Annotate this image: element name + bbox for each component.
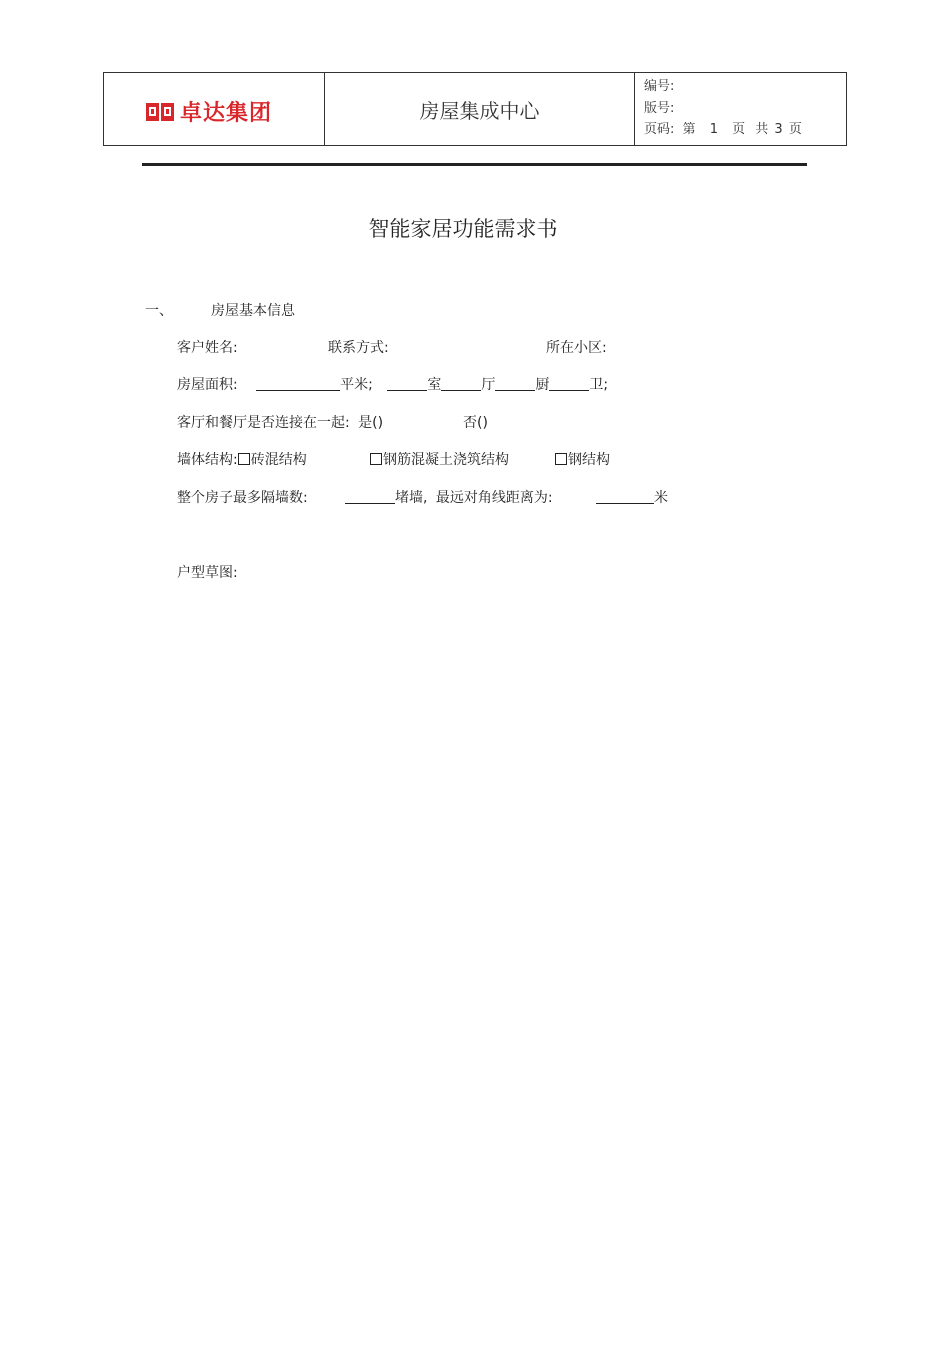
header-center-title: 房屋集成中心	[325, 73, 635, 145]
page-label: 页码:	[644, 122, 675, 137]
page-current: 1	[709, 122, 718, 137]
area-blank[interactable]	[256, 376, 340, 391]
header-table	[103, 72, 847, 146]
connected-no-option[interactable]: 否()	[463, 415, 488, 431]
wall-structure-label: 墙体结构:	[177, 452, 238, 468]
page-ye2: 页	[788, 122, 802, 137]
company-logo	[146, 96, 272, 127]
contact-label: 联系方式:	[328, 340, 389, 356]
hall-blank[interactable]	[441, 376, 481, 391]
room-unit: 室	[427, 377, 442, 393]
community-label: 所在小区:	[546, 340, 607, 356]
hall-unit: 厅	[481, 377, 496, 393]
customer-name-label: 客户姓名:	[177, 340, 238, 356]
room-blank[interactable]	[387, 376, 427, 391]
wall-unit: 堵墙,	[395, 490, 428, 506]
header-rule	[142, 163, 807, 166]
area-row	[177, 374, 608, 394]
page-gong: 共	[755, 122, 769, 137]
wall-opt3	[555, 449, 610, 469]
section-title: 房屋基本信息	[211, 303, 295, 319]
section-number: 一、	[145, 303, 173, 319]
connected-yes-option[interactable]: 是()	[358, 415, 384, 431]
wall-opt2	[370, 449, 509, 469]
header-meta-cell	[635, 73, 848, 145]
kitchen-unit: 厨	[535, 377, 550, 393]
area-label: 房屋面积:	[177, 377, 238, 393]
kitchen-blank[interactable]	[495, 376, 535, 391]
sketch-label: 户型草图:	[177, 565, 238, 581]
checkbox-steel[interactable]	[555, 453, 567, 465]
page-total: 3	[774, 122, 783, 137]
wall-opt3-label: 钢结构	[568, 452, 610, 468]
page-info	[644, 119, 848, 141]
header-logo-cell	[104, 73, 325, 145]
partition-label: 整个房子最多隔墙数:	[177, 490, 308, 506]
wall-structure-row	[177, 449, 307, 469]
wall-opt1-label: 砖混结构	[250, 452, 307, 468]
connected-question	[177, 412, 383, 432]
page-di: 第	[682, 122, 696, 137]
bath-unit: 卫;	[589, 377, 609, 393]
logo-mark-icon	[146, 101, 174, 123]
checkbox-brick-concrete[interactable]	[238, 453, 250, 465]
checkbox-reinforced-concrete[interactable]	[370, 453, 382, 465]
diagonal-blank[interactable]	[596, 489, 654, 504]
sqm-unit: 平米;	[340, 377, 373, 393]
version-label: 版号:	[644, 100, 675, 116]
document-title: 智能家居功能需求书	[368, 217, 558, 241]
diagonal-label: 最远对角线距离为:	[435, 490, 553, 506]
partition-count-blank[interactable]	[345, 489, 395, 504]
partition-row	[345, 487, 553, 507]
bath-blank[interactable]	[549, 376, 589, 391]
number-label: 编号:	[644, 79, 675, 94]
diagonal-value	[596, 487, 668, 507]
page-ye: 页	[732, 122, 746, 137]
meter-unit: 米	[654, 490, 668, 506]
wall-opt2-label: 钢筋混凝土浇筑结构	[383, 452, 509, 468]
logo-text: 卓达集团	[180, 100, 273, 126]
connected-question-text: 客厅和餐厅是否连接在一起:	[177, 415, 350, 431]
